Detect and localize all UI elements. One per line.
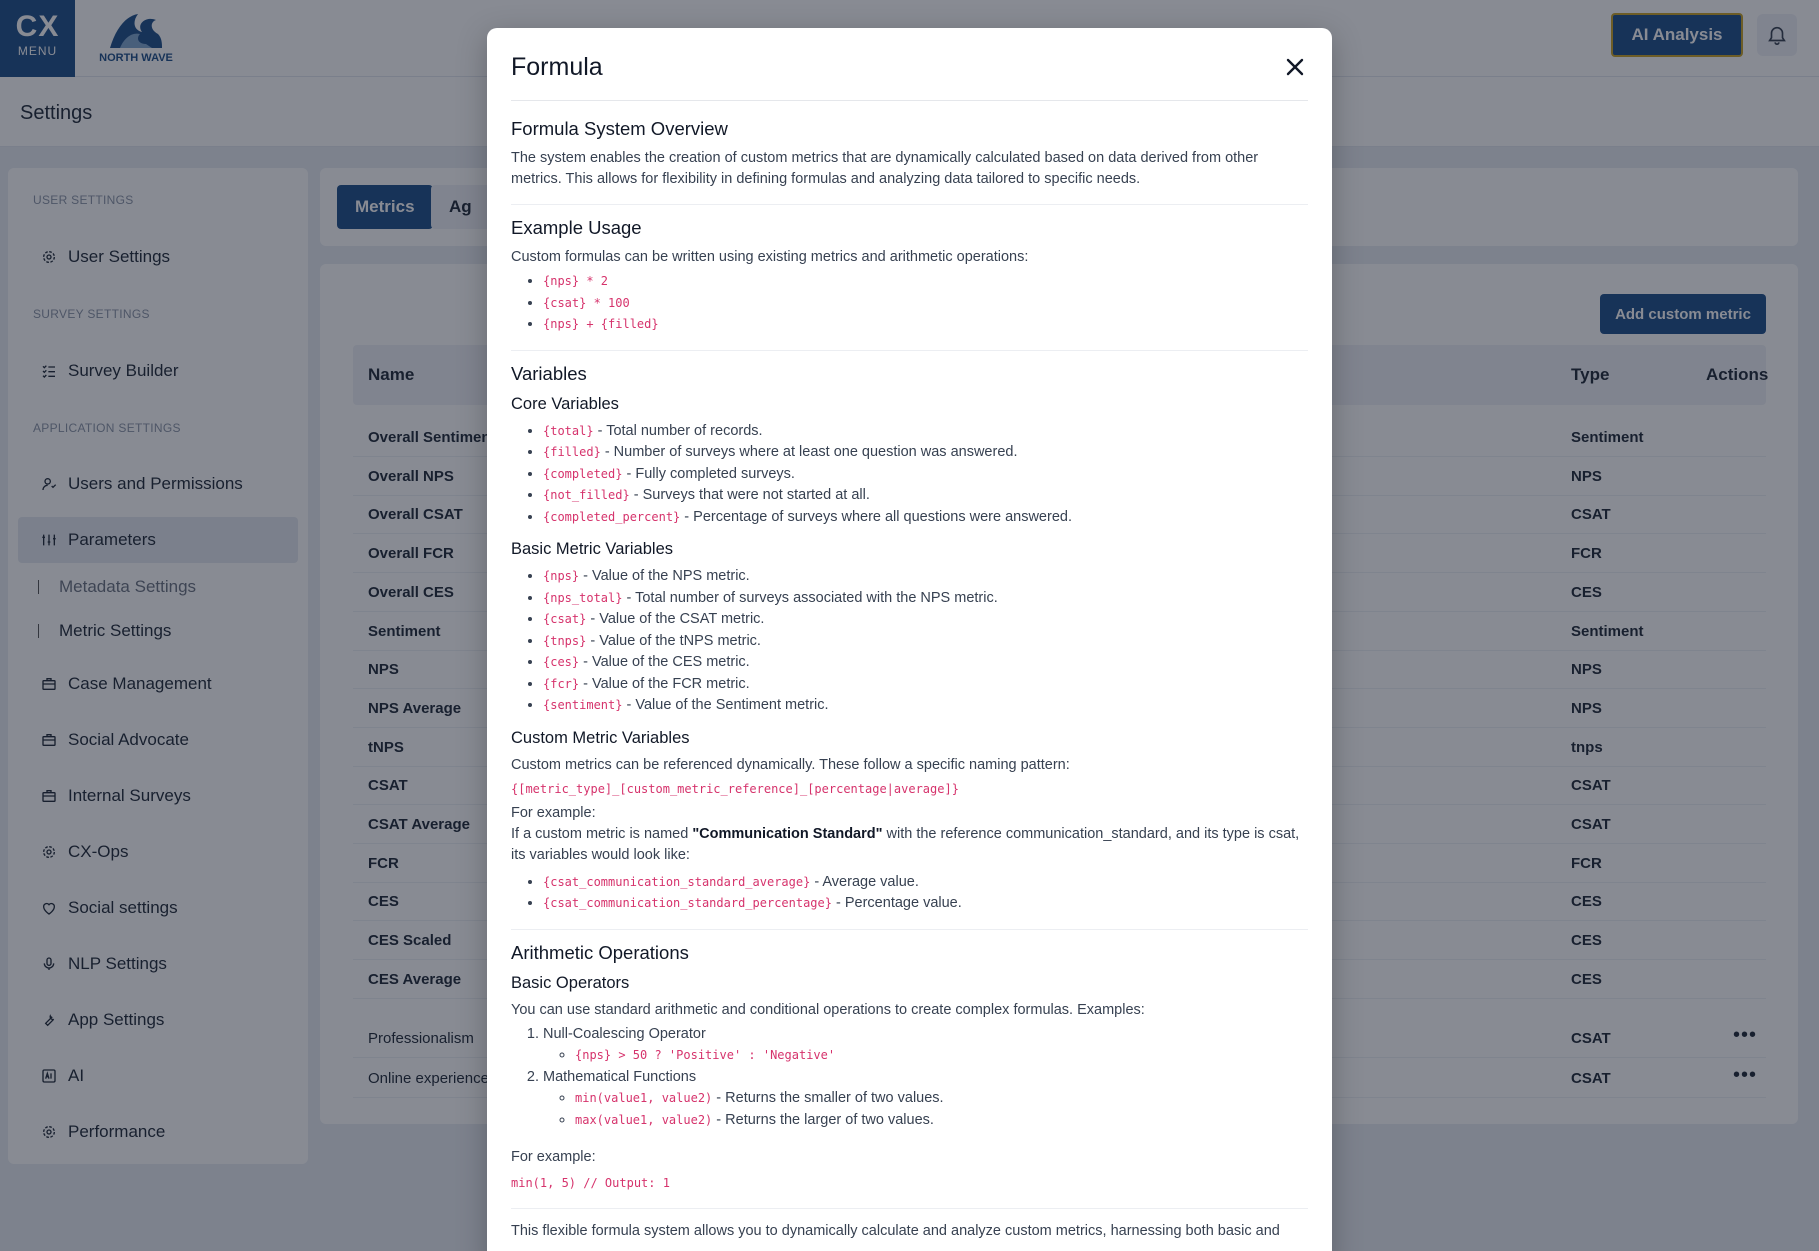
variable-code: {ces}	[543, 655, 580, 669]
custom-variables-title: Custom Metric Variables	[511, 728, 690, 747]
list-item	[543, 674, 1308, 696]
list-item	[543, 507, 1308, 529]
formula-code: {csat} * 100	[543, 295, 630, 310]
list-item	[543, 1024, 1308, 1067]
list-item	[543, 631, 1308, 653]
function-desc: - Returns the larger of two values.	[712, 1111, 934, 1128]
variable-code: {completed_percent}	[543, 509, 681, 524]
modal-header	[511, 28, 1308, 101]
variable-desc: - Percentage of surveys where all questions were answered.	[680, 508, 1072, 525]
list-item	[543, 872, 1308, 894]
custom-variables-list	[511, 872, 1308, 915]
variable-desc: - Number of surveys where at least one question was answered.	[600, 444, 1018, 460]
for-example-label-2: For example:	[511, 1149, 596, 1165]
list-item	[543, 588, 1308, 610]
variable-code: {csat}	[543, 612, 587, 626]
variable-desc: - Value of the NPS metric.	[579, 568, 750, 584]
list-item	[543, 609, 1308, 631]
list-item	[543, 566, 1308, 588]
example-list	[511, 271, 1308, 336]
function-code: min(value1, value2)	[575, 1091, 713, 1105]
list-item	[543, 271, 1308, 293]
list-item	[575, 1088, 1308, 1110]
for-example-label: For example:	[511, 804, 596, 821]
operators-title: Basic Operators	[511, 973, 630, 992]
operators-text: You can use standard arithmetic and conditional operations to create complex formulas. Examples:	[511, 1001, 1145, 1018]
operator-examples	[543, 1088, 1308, 1131]
close-icon	[1286, 58, 1304, 76]
list-item	[543, 893, 1308, 915]
operators-list	[511, 1024, 1308, 1132]
core-variables-list	[511, 421, 1308, 529]
variable-desc: - Total number of records.	[593, 422, 763, 439]
modal-title: Formula	[511, 53, 603, 81]
custom-example-text	[511, 824, 1308, 866]
overview-section	[511, 118, 1308, 205]
example-section	[511, 217, 1308, 351]
variable-code: {fcr}	[543, 676, 580, 691]
close-button[interactable]	[1282, 54, 1308, 80]
arithmetic-section	[511, 942, 1308, 1210]
variable-code: {not_filled}	[543, 488, 630, 502]
operator-examples	[543, 1045, 1308, 1067]
list-item	[543, 464, 1308, 486]
variables-section	[511, 363, 1308, 930]
arithmetic-title: Arithmetic Operations	[511, 941, 689, 963]
variable-desc: - Value of the tNPS metric.	[586, 632, 761, 649]
operator-code: {nps} > 50 ? 'Positive' : 'Negative'	[575, 1048, 836, 1062]
list-item	[575, 1110, 1308, 1132]
variable-desc: - Total number of surveys associated with the NPS metric.	[622, 589, 998, 606]
variables-title: Variables	[511, 362, 587, 384]
variable-desc: - Value of the Sentiment metric.	[622, 697, 829, 713]
formula-modal	[487, 28, 1332, 1251]
custom-example-bold: "Communication Standard"	[692, 825, 883, 842]
example-title: Example Usage	[511, 217, 642, 238]
custom-example-post: with the reference communication_standard, and its type is csat, its variables would look like:	[511, 825, 1300, 863]
variable-code: {tnps}	[543, 633, 587, 648]
formula-code: {nps} * 2	[543, 274, 609, 288]
variable-desc: - Percentage value.	[831, 895, 962, 911]
variable-desc: - Surveys that were not started at all.	[629, 487, 870, 503]
variable-desc: - Value of the CES metric.	[579, 654, 750, 670]
variable-code: {completed}	[543, 466, 623, 481]
variable-desc: - Average value.	[810, 873, 919, 890]
variable-code: {csat_communication_standard_percentage}	[543, 896, 832, 910]
overview-title: Formula System Overview	[511, 118, 728, 139]
variable-code: {nps}	[543, 569, 580, 583]
footer-text: This flexible formula system allows you to dynamically calculate and analyze custom metrics, harnessing both basic and	[511, 1223, 1280, 1239]
variable-desc: - Value of the CSAT metric.	[586, 611, 765, 627]
basic-variables-title: Basic Metric Variables	[511, 540, 673, 558]
list-item	[543, 695, 1308, 717]
operator-title: Null-Coalescing Operator	[543, 1025, 706, 1042]
custom-variables-text: Custom metrics can be referenced dynamically. These follow a specific naming pattern:	[511, 756, 1070, 773]
modal-body	[511, 118, 1308, 1242]
list-item	[575, 1045, 1308, 1067]
list-item	[543, 652, 1308, 674]
variable-code: {nps_total}	[543, 590, 623, 605]
operator-title: Mathematical Functions	[543, 1068, 697, 1085]
core-variables-title: Core Variables	[511, 394, 619, 413]
custom-pattern-code: {[metric_type]_[custom_metric_reference]_[percentage|average]}	[511, 781, 959, 796]
variable-code: {filled}	[543, 445, 601, 459]
example-code: min(1, 5) // Output: 1	[511, 1176, 670, 1190]
basic-variables-list	[511, 566, 1308, 717]
overview-text: The system enables the creation of custom metrics that are dynamically calculated based on data derived from other metrics. This allows for flexibility in defining formulas and analyzing data tailored to specific needs.	[511, 150, 1259, 187]
list-item	[543, 1067, 1308, 1132]
variable-code: {sentiment}	[543, 698, 623, 712]
variable-desc: - Value of the FCR metric.	[579, 675, 750, 692]
variable-desc: - Fully completed surveys.	[622, 465, 795, 482]
function-code: max(value1, value2)	[575, 1112, 713, 1127]
formula-code: {nps} + {filled}	[543, 317, 659, 331]
example-text: Custom formulas can be written using existing metrics and arithmetic operations:	[511, 249, 1029, 265]
variable-code: {total}	[543, 423, 594, 438]
list-item	[543, 293, 1308, 315]
list-item	[543, 485, 1308, 507]
variable-code: {csat_communication_standard_average}	[543, 874, 811, 889]
list-item	[543, 421, 1308, 443]
list-item	[543, 442, 1308, 464]
list-item	[543, 314, 1308, 336]
custom-example-pre: If a custom metric is named	[511, 825, 693, 842]
function-desc: - Returns the smaller of two values.	[712, 1090, 944, 1106]
